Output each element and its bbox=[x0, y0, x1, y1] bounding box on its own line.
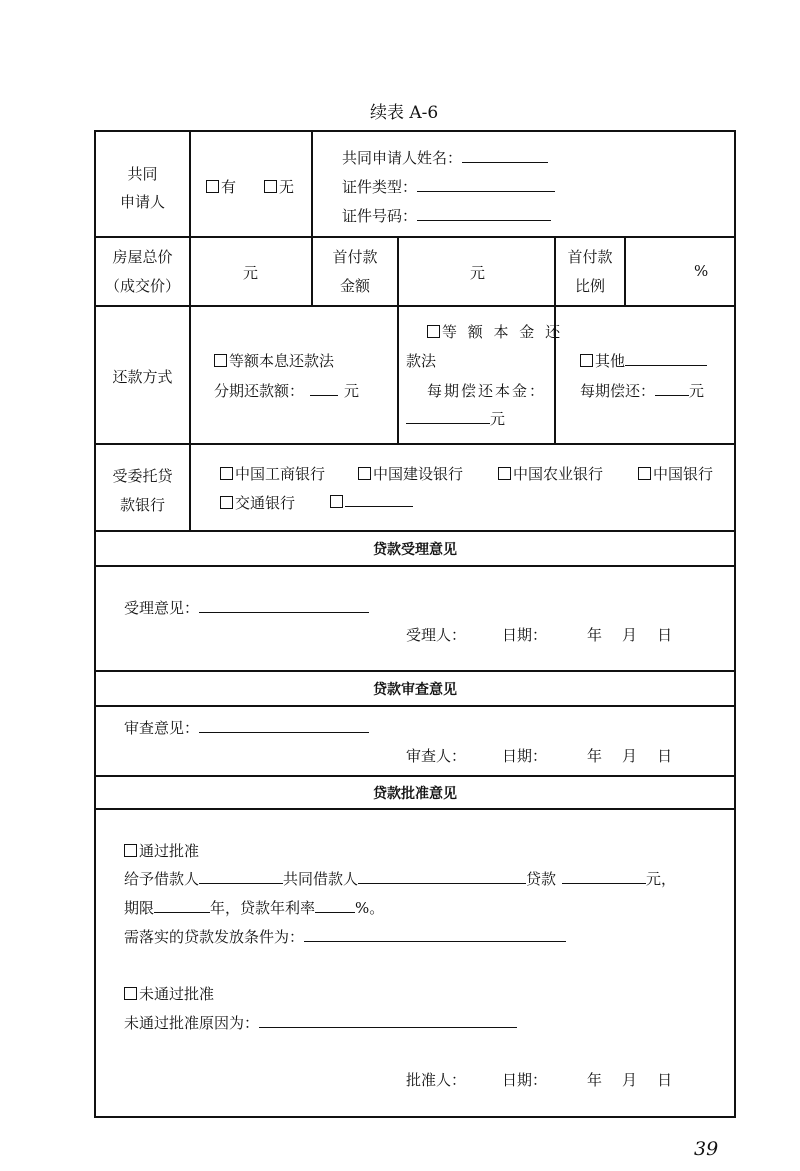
label-line: 比例 bbox=[574, 277, 605, 295]
other-per-period-field[interactable] bbox=[580, 380, 704, 401]
co-applicant-name-field[interactable] bbox=[342, 147, 548, 168]
repay-option-equal-principal[interactable] bbox=[427, 321, 563, 342]
checkbox-icon[interactable] bbox=[264, 180, 277, 193]
repay-method-label: 还款方式 bbox=[112, 368, 173, 386]
divider bbox=[94, 808, 736, 810]
checkbox-label: 未通过批准 bbox=[139, 985, 215, 1003]
installment-amount-field[interactable] bbox=[214, 380, 359, 401]
field-label: 需落实的贷款发放条件为： bbox=[124, 928, 305, 946]
down-payment-label bbox=[313, 243, 397, 301]
divider bbox=[94, 565, 736, 567]
blank-line[interactable] bbox=[417, 206, 551, 221]
checkbox-label: 等 额 本 金 还 bbox=[442, 323, 564, 341]
bank-option[interactable] bbox=[498, 463, 603, 484]
field-label: 未通过批准原因为： bbox=[124, 1014, 260, 1032]
checkbox-label: 中国工商银行 bbox=[235, 465, 326, 483]
bank-option[interactable] bbox=[358, 463, 463, 484]
checkbox-icon[interactable] bbox=[498, 467, 511, 480]
divider bbox=[189, 130, 191, 530]
table-title: 续表 A-6 bbox=[370, 103, 439, 123]
field-label: 证件号码： bbox=[342, 207, 418, 225]
bank-option[interactable] bbox=[220, 492, 295, 513]
divider bbox=[94, 705, 736, 707]
checkbox-icon[interactable] bbox=[214, 354, 227, 367]
checkbox-no[interactable] bbox=[264, 176, 294, 197]
blank-line[interactable] bbox=[417, 177, 555, 192]
signer-label: 受理人： bbox=[406, 626, 467, 644]
field-label: 证件类型： bbox=[342, 178, 418, 196]
checkbox-icon[interactable] bbox=[124, 987, 137, 1000]
divider bbox=[94, 530, 736, 532]
day-label: 日 bbox=[657, 1071, 673, 1089]
unit: 元 bbox=[344, 382, 360, 400]
divider bbox=[734, 130, 736, 1118]
month-label: 月 bbox=[622, 747, 638, 765]
checkbox-label: 等额本息还款法 bbox=[229, 352, 335, 370]
blank-line[interactable] bbox=[406, 409, 490, 424]
checkbox-icon[interactable] bbox=[220, 467, 233, 480]
approve-loan-line[interactable] bbox=[124, 868, 676, 889]
bank-option[interactable] bbox=[220, 463, 325, 484]
approve-fail-checkbox[interactable] bbox=[124, 983, 214, 1004]
review-signoff bbox=[406, 745, 672, 766]
label-line: 款银行 bbox=[119, 496, 165, 514]
approve-pass-checkbox[interactable] bbox=[124, 840, 199, 861]
date-label: 日期： bbox=[502, 626, 548, 644]
accept-opinion-field[interactable] bbox=[124, 597, 369, 618]
checkbox-icon[interactable] bbox=[427, 325, 440, 338]
field-label: 分期还款额： bbox=[214, 382, 305, 400]
checkbox-icon[interactable] bbox=[330, 495, 343, 508]
field-label: 元， bbox=[646, 870, 677, 888]
field-label: 共同申请人姓名： bbox=[342, 149, 463, 167]
divider bbox=[94, 1116, 736, 1118]
checkbox-label: 交通银行 bbox=[235, 494, 296, 512]
page-number: 39 bbox=[694, 1138, 719, 1160]
ratio-unit: % bbox=[694, 262, 709, 280]
field-label: 期限 bbox=[124, 899, 155, 917]
label-line: （成交价） bbox=[104, 277, 180, 295]
repay-option-equal-installment[interactable] bbox=[214, 350, 334, 371]
field-label: 共同借款人 bbox=[283, 870, 359, 888]
checkbox-label: 其他 bbox=[595, 352, 626, 370]
repay-option-other[interactable] bbox=[580, 350, 707, 371]
checkbox-icon[interactable] bbox=[580, 354, 593, 367]
field-label: 每期偿还： bbox=[580, 382, 656, 400]
checkbox-icon[interactable] bbox=[358, 467, 371, 480]
unit: 元 bbox=[689, 382, 705, 400]
label-line: 共同 bbox=[127, 165, 158, 183]
blank-line[interactable] bbox=[562, 869, 646, 884]
divider bbox=[624, 236, 626, 305]
down-payment-unit: 元 bbox=[470, 264, 486, 282]
section-header-accept: 贷款受理意见 bbox=[373, 542, 457, 558]
label-line: 房屋总价 bbox=[112, 248, 173, 266]
down-ratio-label bbox=[556, 243, 624, 301]
approve-signoff bbox=[406, 1069, 672, 1090]
bank-label bbox=[96, 462, 189, 520]
total-price-label bbox=[96, 243, 189, 301]
checkbox-icon[interactable] bbox=[638, 467, 651, 480]
signer-label: 审查人： bbox=[406, 747, 467, 765]
principal-per-period-field[interactable] bbox=[406, 408, 505, 429]
blank-line[interactable] bbox=[462, 148, 548, 163]
checkbox-icon[interactable] bbox=[206, 180, 219, 193]
co-applicant-label bbox=[96, 160, 189, 216]
blank-line[interactable] bbox=[259, 1013, 517, 1028]
blank-line[interactable] bbox=[358, 869, 526, 884]
field-label: 年，贷款年利率 bbox=[210, 899, 316, 917]
field-label: 受理意见： bbox=[124, 599, 200, 617]
bank-option[interactable] bbox=[638, 463, 713, 484]
checkbox-label: 通过批准 bbox=[139, 842, 200, 860]
checkbox-label: 中国建设银行 bbox=[373, 465, 464, 483]
divider bbox=[94, 670, 736, 672]
blank-line[interactable] bbox=[625, 351, 707, 366]
checkbox-label: 中国农业银行 bbox=[513, 465, 604, 483]
section-header-approve: 贷款批准意见 bbox=[373, 786, 457, 802]
blank-line[interactable] bbox=[199, 869, 283, 884]
field-label: 给予借款人 bbox=[124, 870, 200, 888]
blank-line[interactable] bbox=[304, 927, 566, 942]
id-number-field[interactable] bbox=[342, 205, 551, 226]
year-label: 年 bbox=[587, 1071, 603, 1089]
label-line: 首付款 bbox=[332, 248, 378, 266]
label-line: 金额 bbox=[339, 277, 370, 295]
id-type-field[interactable] bbox=[342, 176, 555, 197]
checkbox-yes[interactable] bbox=[206, 176, 236, 197]
approve-term-line[interactable] bbox=[124, 897, 384, 918]
unit: 元 bbox=[490, 410, 506, 428]
price-unit: 元 bbox=[243, 264, 259, 282]
label-line: 申请人 bbox=[119, 193, 165, 211]
checkbox-label: 无 bbox=[279, 178, 295, 196]
date-label: 日期： bbox=[502, 1071, 548, 1089]
section-header-review: 贷款审查意见 bbox=[373, 682, 457, 698]
review-opinion-field[interactable] bbox=[124, 717, 369, 738]
divider bbox=[94, 775, 736, 777]
year-label: 年 bbox=[587, 747, 603, 765]
blank-line[interactable] bbox=[199, 718, 369, 733]
checkbox-label: 有 bbox=[221, 178, 237, 196]
blank-line[interactable] bbox=[199, 598, 369, 613]
blank-line[interactable] bbox=[345, 492, 413, 507]
fail-reason-field[interactable] bbox=[124, 1012, 517, 1033]
approve-conditions-field[interactable] bbox=[124, 926, 566, 947]
field-label: %。 bbox=[355, 899, 385, 917]
blank-line[interactable] bbox=[310, 381, 338, 396]
month-label: 月 bbox=[622, 1071, 638, 1089]
bank-option-other[interactable] bbox=[330, 492, 413, 511]
blank-line[interactable] bbox=[154, 898, 210, 913]
checkbox-icon[interactable] bbox=[220, 496, 233, 509]
accept-signoff bbox=[406, 624, 672, 645]
field-label: 贷款 bbox=[526, 870, 557, 888]
day-label: 日 bbox=[657, 747, 673, 765]
label-line: 受委托贷 bbox=[112, 467, 173, 485]
repay-option-text: 款法 bbox=[406, 352, 437, 370]
field-label: 审查意见： bbox=[124, 719, 200, 737]
date-label: 日期： bbox=[502, 747, 548, 765]
checkbox-label: 中国银行 bbox=[653, 465, 714, 483]
signer-label: 批准人： bbox=[406, 1071, 467, 1089]
blank-line[interactable] bbox=[655, 381, 689, 396]
label-line: 首付款 bbox=[567, 248, 613, 266]
divider bbox=[397, 236, 399, 443]
blank-line[interactable] bbox=[315, 898, 355, 913]
principal-per-period-label: 每期偿还本金： bbox=[427, 382, 547, 400]
day-label: 日 bbox=[657, 626, 673, 644]
year-label: 年 bbox=[587, 626, 603, 644]
checkbox-icon[interactable] bbox=[124, 844, 137, 857]
month-label: 月 bbox=[622, 626, 638, 644]
